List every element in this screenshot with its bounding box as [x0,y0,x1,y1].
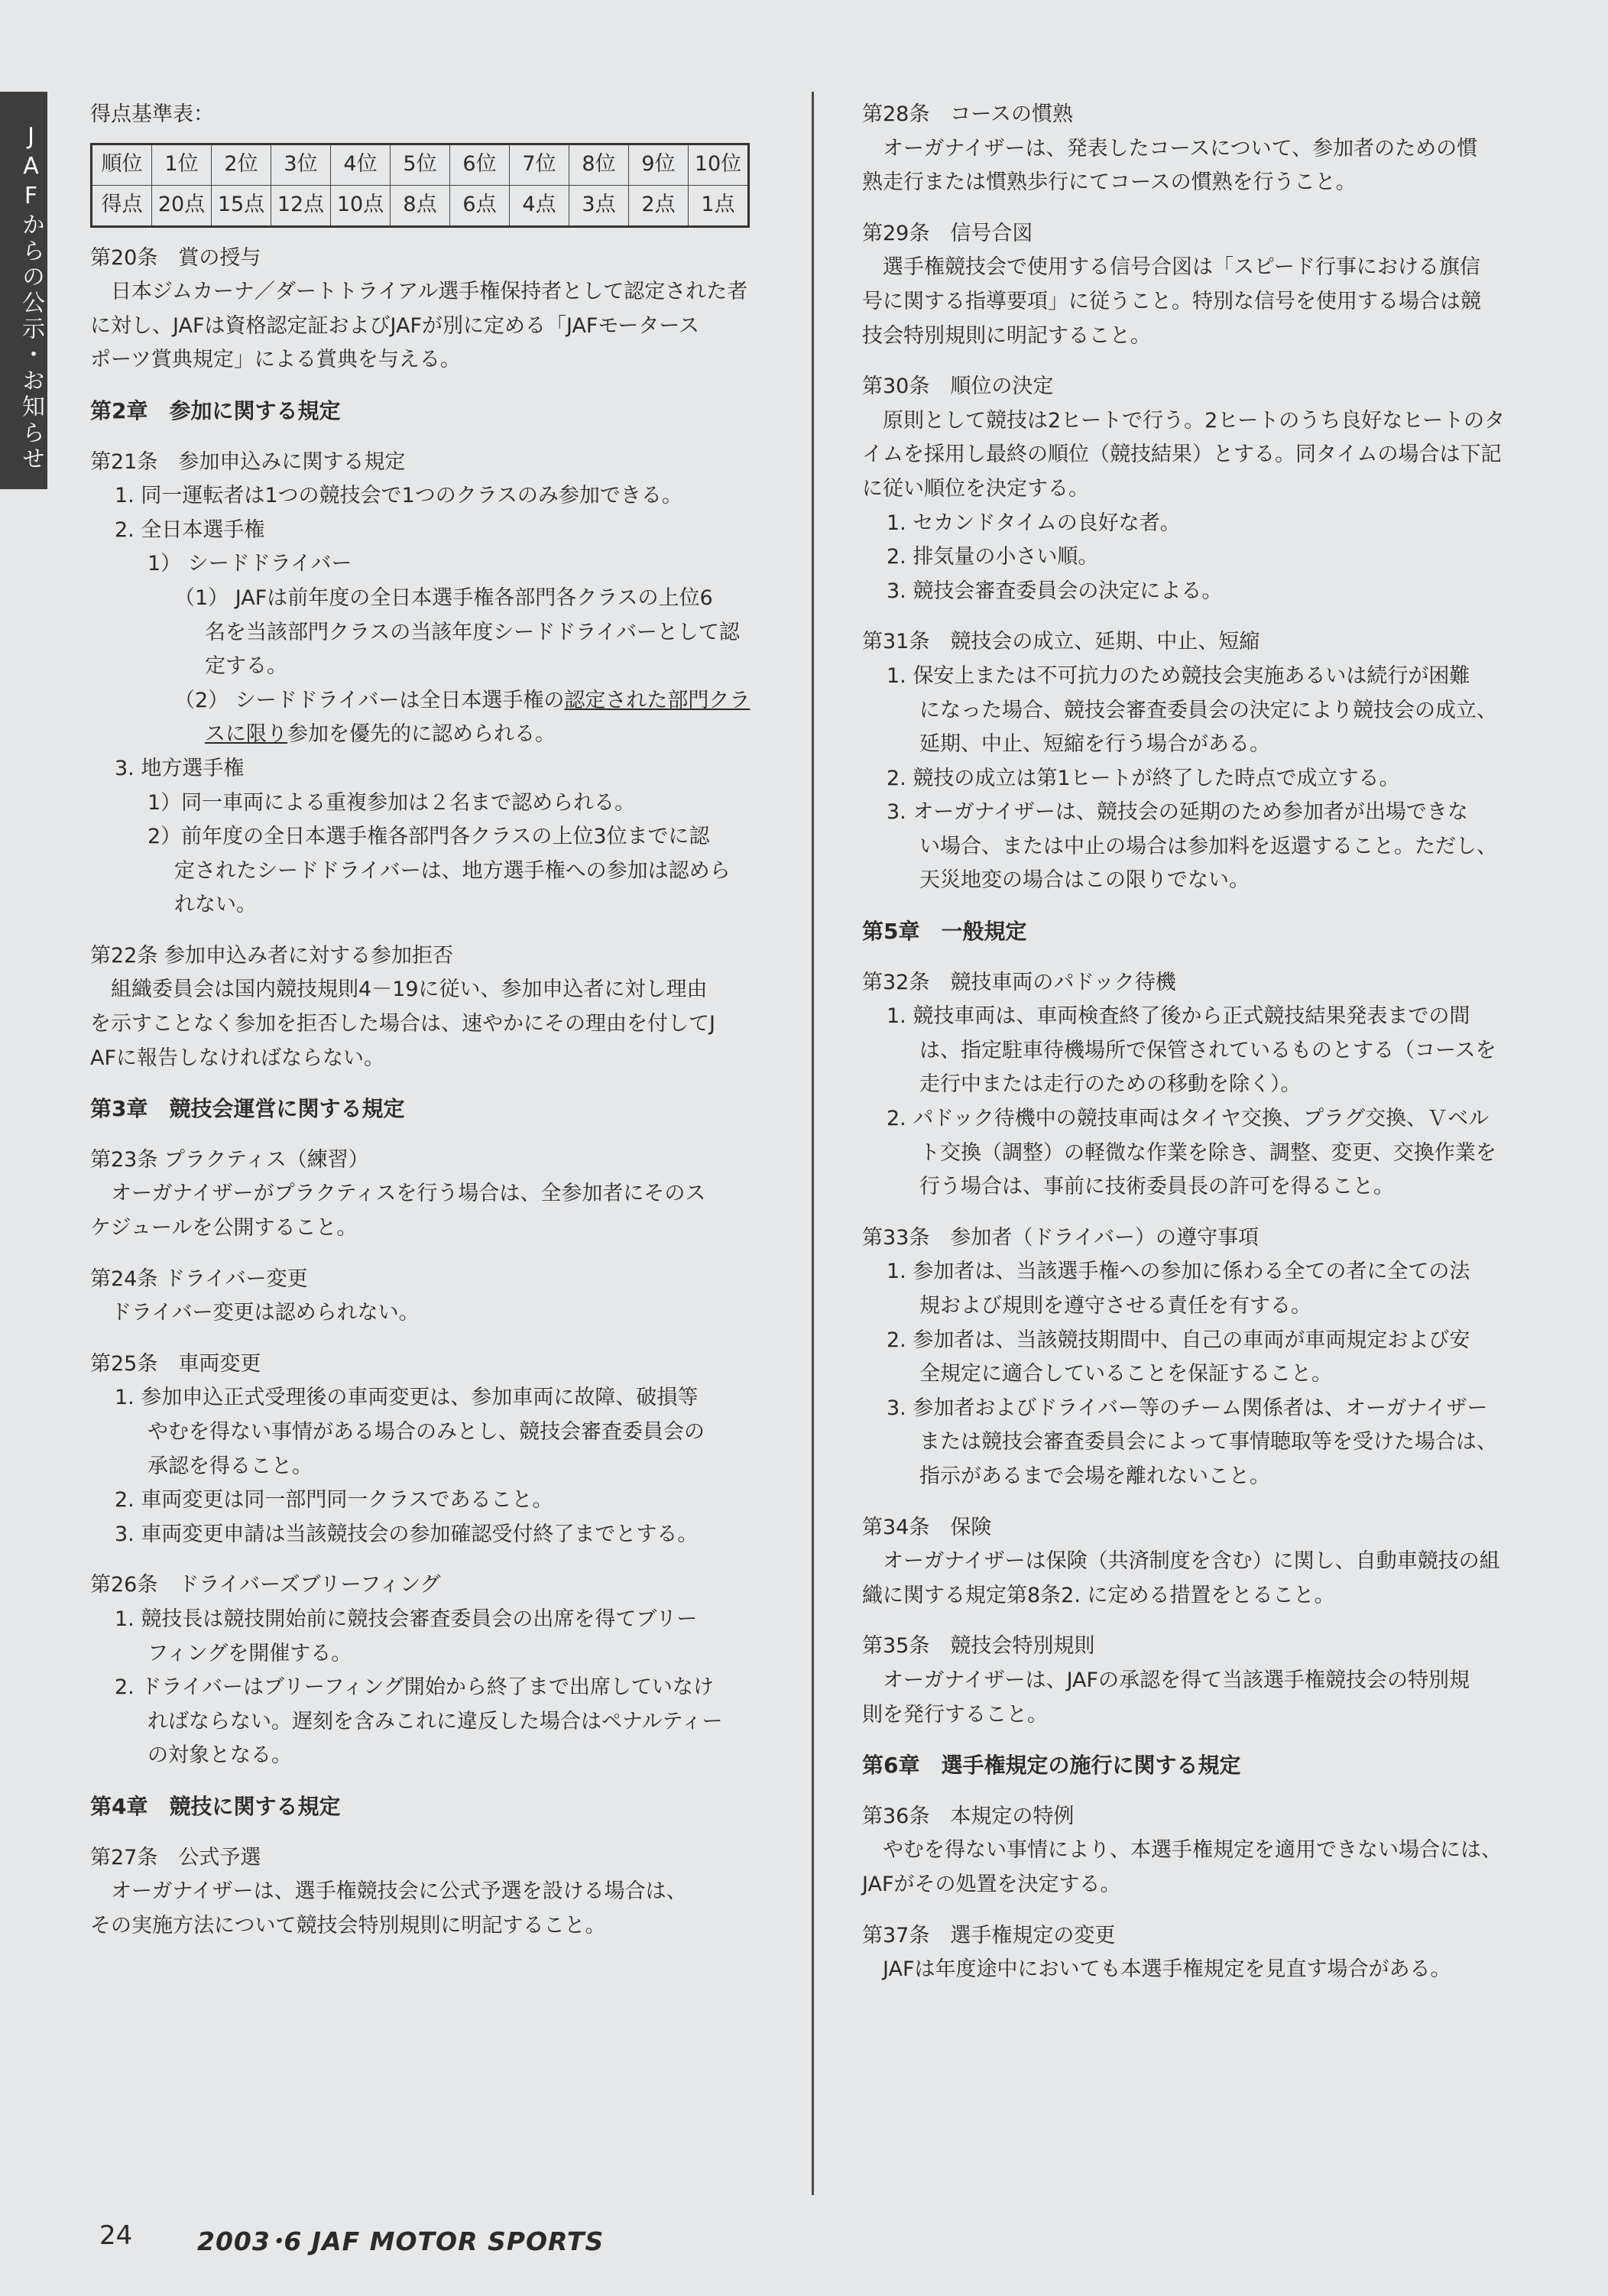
list-item-continuation: 延期、中止、短縮を行う場合がある。 [919,732,1270,757]
list-item: 3. オーガナイザーは、競技会の延期のため参加者が出場できな [887,800,1468,825]
table-cell: 8位 [569,144,629,185]
paragraph-line: JAFは年度途中においても本選手権規定を見直す場合がある。 [862,1957,1451,1982]
chapter-heading: 第5章 一般規定 [862,919,1027,945]
table-cell: 20点 [152,185,212,226]
paragraph-line: イムを採用し最終の順位（競技結果）とする。同タイムの場合は下記 [862,443,1502,467]
table-cell: 順位 [92,144,152,185]
paragraph-line: 技会特別規則に明記すること。 [862,323,1151,348]
left-column [90,98,770,1943]
list-item: 1. 同一運転者は1つの競技会で1つのクラスのみ参加できる。 [115,484,682,508]
table-cell: 8点 [391,185,450,226]
list-item: 3. 車両変更申請は当該競技会の参加確認受付終了までとする。 [115,1522,699,1546]
list-item: （1） JAFは前年度の全日本選手権各部門各クラスの上位6 [174,585,713,610]
chapter-heading: 第4章 競技に関する規定 [90,1793,341,1819]
list-item-continuation: 走行中または走行のための移動を除く）。 [919,1072,1302,1097]
list-item-continuation: または競技会審査委員会によって事情聴取等を受けた場合は、 [919,1430,1497,1454]
list-item-continuation: れない。 [174,893,257,917]
paragraph-line: 熟走行または慣熟歩行にてコースの慣熟を行うこと。 [862,170,1357,195]
table-cell: 7位 [510,144,569,185]
score-table-row-points [92,185,749,226]
paragraph-line: を示すことなく参加を拒否した場合は、速やかにその理由を付してJ [90,1012,715,1036]
list-item: 1. 競技車両は、車両検査終了後から正式競技結果発表までの間 [887,1004,1470,1029]
table-cell: 9位 [629,144,689,185]
article-title: 第33条 参加者（ドライバー）の遵守事項 [862,1225,1259,1250]
article-title: 第22条 参加申込み者に対する参加拒否 [90,943,453,968]
score-table-caption: 得点基準表： [90,102,214,126]
list-item: 2. 排気量の小さい順。 [887,545,1099,569]
table-cell: 得点 [92,185,152,226]
list-item-continuation: の対象となる。 [148,1743,292,1768]
paragraph-line: 日本ジムカーナ／ダートトライアル選手権保持者として認定された者 [90,280,748,304]
paragraph-line: ドライバー変更は認められない。 [90,1301,420,1325]
table-cell: 3位 [271,144,331,185]
paragraph-line: JAFがその処置を決定する。 [862,1872,1121,1896]
list-item-continuation: ト交換（調整）の軽微な作業を除き、調整、変更、交換作業を [919,1140,1496,1165]
article-title: 第25条 車両変更 [90,1351,261,1376]
list-item: 3. 参加者およびドライバー等のチーム関係者は、オーガナイザー [887,1396,1488,1420]
list-item: 1. 競技長は競技開始前に競技会審査委員会の出席を得てブリー [115,1607,698,1631]
list-item-continuation: 承認を得ること。 [148,1454,313,1478]
list-item: 2. 参加者は、当該競技期間中、自己の車両が車両規定および安 [887,1328,1470,1352]
list-item-continuation: ればならない。遅刻を含みこれに違反した場合はペナルティー [148,1709,723,1733]
list-item: 2. 全日本選手権 [115,517,265,542]
paragraph-line: オーガナイザーがプラクティスを行う場合は、全参加者にそのス [90,1182,706,1206]
paragraph-line: 則を発行すること。 [862,1702,1048,1727]
article-title: 第31条 競技会の成立、延期、中止、短縮 [862,630,1260,654]
list-item: 1） シードドライバー [148,552,352,576]
list-item [90,684,770,718]
chapter-heading: 第3章 競技会運営に関する規定 [90,1096,405,1122]
table-cell: 2点 [629,185,689,226]
list-item: 1. 参加者は、当該選手権への参加に係わる全ての者に全ての法 [887,1260,1470,1284]
paragraph-line: 織に関する規定第8条2. に定める措置をとること。 [862,1583,1335,1607]
list-item-continuation: やむを得ない事情がある場合のみとし、競技会審査委員会の [148,1420,705,1444]
list-item-continuation: になった場合、競技会審査委員会の決定により競技会の成立、 [919,698,1497,722]
list-item: 2）前年度の全日本選手権各部門各クラスの上位3位までに認 [148,825,710,849]
paragraph-line: オーガナイザーは、選手権競技会に公式予選を設ける場合は、 [90,1879,687,1904]
table-cell: 4点 [510,185,569,226]
article-title: 第24条 ドライバー変更 [90,1266,308,1291]
table-cell: 1位 [152,144,212,185]
table-cell: 3点 [569,185,629,226]
list-item: 3. 競技会審査委員会の決定による。 [887,579,1223,603]
list-item-continuation: 名を当該部門クラスの当該年度シードドライバーとして認 [205,620,740,644]
paragraph-line: ケジュールを公開すること。 [90,1216,358,1240]
list-item-continuation: い場合、または中止の場合は参加料を返還すること。ただし、 [919,834,1497,858]
list-item-continuation: 行う場合は、事前に技術委員長の許可を得ること。 [919,1175,1394,1199]
list-item: 3. 地方選手権 [115,756,245,780]
paragraph-line: やむを得ない事情により、本選手権規定を適用できない場合には、 [862,1838,1502,1863]
page-number: 24 [99,2220,133,2251]
article-title: 第30条 順位の決定 [862,375,1054,399]
list-item-continuation [90,718,770,752]
article-title: 第21条 参加申込みに関する規定 [90,449,406,474]
table-cell: 6点 [450,185,510,226]
paragraph-line: 組織委員会は国内競技規則4－19に従い、参加申込者に対し理由 [90,978,708,1002]
chapter-heading: 第6章 選手権規定の施行に関する規定 [862,1753,1241,1779]
list-item: 2. ドライバーはブリーフィング開始から終了まで出席していなけ [115,1675,714,1700]
list-item-continuation: 定されたシードドライバーは、地方選手権への参加は認めら [174,858,731,883]
article-title: 第28条 コースの慣熟 [862,102,1074,126]
table-cell: 15点 [212,185,271,226]
text-span: 参加を優先的に認められる。 [287,722,556,747]
list-item-continuation: は、指定駐車待機場所で保管されているものとする（コースを [919,1038,1496,1062]
table-cell: 4位 [331,144,391,185]
article-title: 第20条 賞の授与 [90,245,261,270]
table-cell: 5位 [391,144,450,185]
list-item: 1）同一車両による重複参加は２名まで認められる。 [148,790,636,815]
article-title: 第29条 信号合図 [862,221,1033,245]
table-cell: 1点 [689,185,749,226]
table-cell: 6位 [450,144,510,185]
list-item: 2. 競技の成立は第1ヒートが終了した時点で成立する。 [887,766,1400,790]
list-item-continuation: 規および規則を遵守させる責任を有する。 [919,1294,1311,1318]
table-cell: 2位 [212,144,271,185]
article-title: 第23条 プラクティス（練習） [90,1147,369,1172]
paragraph-line: 選手権競技会で使用する信号合図は「スピード行事における旗信 [862,255,1480,280]
score-table [90,143,750,228]
list-item: 1. 参加申込正式受理後の車両変更は、参加車両に故障、破損等 [115,1386,699,1410]
article-title: 第26条 ドライバーズブリーフィング [90,1573,441,1597]
right-column [862,98,1532,1987]
side-tab-label: JAFからの公示・お知らせ [0,92,47,489]
list-item-continuation: 定する。 [205,654,287,679]
publication-title: 2003･6 JAF MOTOR SPORTS [197,2226,605,2256]
paragraph-line: オーガナイザーは、JAFの承認を得て当該選手権競技会の特別規 [862,1668,1470,1692]
article-title: 第35条 競技会特別規則 [862,1634,1095,1659]
paragraph-line: に従い順位を決定する。 [862,476,1089,501]
list-item-continuation: 天災地変の場合はこの限りでない。 [919,868,1250,893]
paragraph-line: AFに報告しなければならない。 [90,1046,384,1070]
article-title: 第32条 競技車両のパドック待機 [862,970,1176,994]
article-title: 第34条 保険 [862,1515,992,1539]
article-title: 第36条 本規定の特例 [862,1804,1075,1828]
paragraph-line: ポーツ賞典規定」による賞典を与える。 [90,348,461,372]
paragraph-line: その実施方法について競技会特別規則に明記すること。 [90,1913,606,1938]
column-divider [812,92,814,2195]
table-cell: 10位 [689,144,749,185]
article-title: 第37条 選手権規定の変更 [862,1923,1116,1947]
list-item: 2. 車両変更は同一部門同一クラスであること。 [115,1488,553,1513]
score-table-row-rank [92,144,749,185]
underlined-text: 認定された部門クラ [564,688,751,712]
paragraph-line: 号に関する指導要項」に従うこと。特別な信号を使用する場合は競 [862,289,1481,313]
table-cell: 12点 [271,185,331,226]
paragraph-line: オーガナイザーは保険（共済制度を含む）に関し、自動車競技の組 [862,1549,1500,1574]
underlined-text: スに限り [205,722,287,747]
list-item: 1. セカンドタイムの良好な者。 [887,511,1181,535]
list-item: 2. パドック待機中の競技車両はタイヤ交換、プラグ交換、Ｖベル [887,1107,1490,1131]
list-item-continuation: 全規定に適合していることを保証すること。 [919,1362,1332,1386]
list-item-continuation: 指示があるまで会場を離れないこと。 [919,1464,1270,1488]
text-span: （2） シードドライバーは全日本選手権の [174,688,565,712]
chapter-heading: 第2章 参加に関する規定 [90,397,341,423]
paragraph-line: 原則として競技は2ヒートで行う。2ヒートのうち良好なヒートのタ [862,408,1506,433]
article-title: 第27条 公式予選 [90,1845,261,1870]
list-item-continuation: フィングを開催する。 [148,1641,352,1665]
paragraph-line: オーガナイザーは、発表したコースについて、参加者のための慣 [862,136,1478,161]
paragraph-line: に対し、JAFは資格認定証およびJAFが別に定める「JAFモータース [90,313,700,338]
list-item: 1. 保安上または不可抗力のため競技会実施あるいは続行が困難 [887,663,1470,688]
table-cell: 10点 [331,185,391,226]
